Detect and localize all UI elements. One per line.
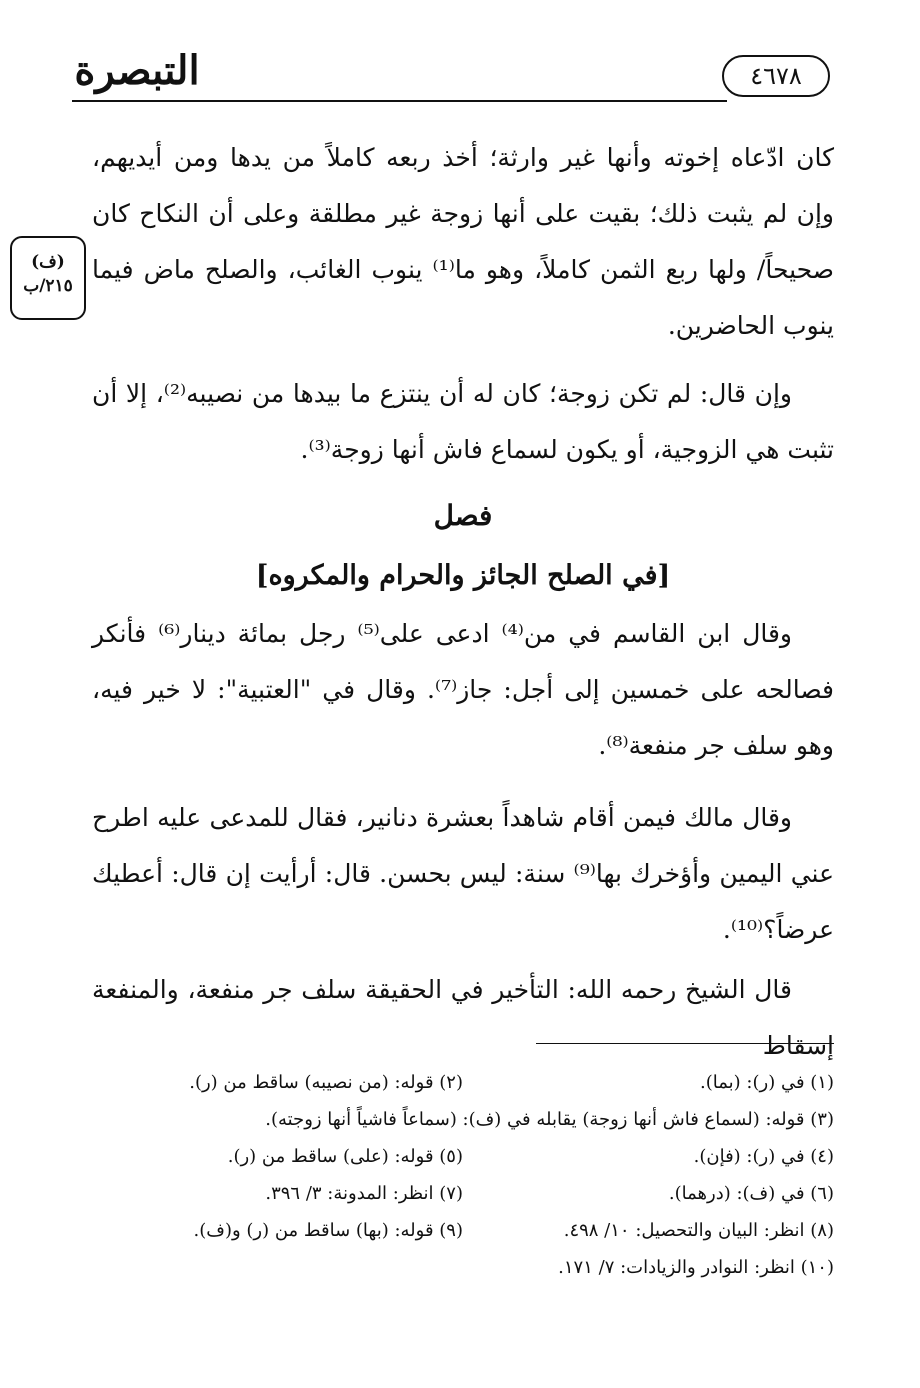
margin-folio-note [10, 236, 86, 320]
footnote-7: (٧) انظر: المدونة: ٣/ ٣٩٦. [265, 1183, 463, 1204]
footnote-2: (٢) قوله: (من نصيبه) ساقط من (ر). [189, 1072, 463, 1093]
footnote-separator [536, 1043, 834, 1044]
footnote-row [92, 1212, 834, 1249]
paragraph-4: وقال مالك فيمن أقام شاهداً بعشرة دنانير، فقال للمدعى عليه اطرح عني اليمين وأؤخرك بها⁽⁹⁾ سنة: ليس بحسن. قال: أرأيت إن قال: أعطيك عرضاً؟⁽¹⁰⁾. [92, 803, 834, 944]
footnote-row [92, 1101, 834, 1138]
footnote-row [92, 1138, 834, 1175]
margin-note-source: (ف) [31, 252, 65, 272]
page-title: التبصرة [74, 47, 200, 94]
footnote-9: (٩) قوله: (بها) ساقط من (ر) و(ف). [193, 1220, 463, 1241]
footnote-row [92, 1249, 834, 1286]
footnote-row [92, 1064, 834, 1101]
footnote-3: (٣) قوله: (لسماع فاش أنها زوجة) يقابله في (ف): (سماعاً فاشياً أنها زوجته). [265, 1109, 834, 1130]
footnote-4: (٤) في (ر): (فإن). [693, 1146, 834, 1167]
page-number: ٤٦٧٨ [722, 55, 830, 97]
footnote-5: (٥) قوله: (على) ساقط من (ر). [227, 1146, 463, 1167]
footnote-6: (٦) في (ف): (درهما). [668, 1183, 834, 1204]
footnote-1: (١) في (ر): (بما). [700, 1072, 834, 1093]
section-heading: فصل [433, 499, 493, 532]
paragraph-5: قال الشيخ رحمه الله: التأخير في الحقيقة سلف جر منفعة، والمنفعة إسقاط [92, 975, 834, 1060]
section-subheading: [في الصلح الجائز والحرام والمكروه] [255, 560, 671, 591]
paragraph-3: وقال ابن القاسم في من⁽⁴⁾ ادعى على⁽⁵⁾ رجل بمائة دينار⁽⁶⁾ فأنكر فصالحه على خمسين إلى أجل: جاز⁽⁷⁾. وقال في "العتبية": لا خير فيه، وهو سلف جر منفعة⁽⁸⁾. [92, 619, 834, 760]
paragraph-2: وإن قال: لم تكن زوجة؛ كان له أن ينتزع ما بيدها من نصيبه⁽²⁾، إلا أن تثبت هي الزوجية، أو يكون لسماع فاش أنها زوجة⁽³⁾. [92, 379, 834, 464]
margin-note-folio: ٢١٥/ب [23, 276, 73, 296]
footnote-row [92, 1175, 834, 1212]
paragraph-1: كان ادّعاه إخوته وأنها غير وارثة؛ أخذ ربعه كاملاً من يدها ومن أيديهم، وإن لم يثبت ذلك؛ بقيت على أنها زوجة غير مطلقة وعلى أن النكاح كان صحيحاً/ ولها ربع الثمن كاملاً، وهو ما⁽¹⁾ ينوب الغائب، والصلح ماض فيما ينوب الحاضرين. [92, 143, 835, 340]
footnote-8: (٨) انظر: البيان والتحصيل: ١٠/ ٤٩٨. [563, 1220, 834, 1241]
footnotes [92, 1064, 834, 1286]
footnote-10: (١٠) انظر: النوادر والزيادات: ٧/ ١٧١. [558, 1257, 834, 1278]
